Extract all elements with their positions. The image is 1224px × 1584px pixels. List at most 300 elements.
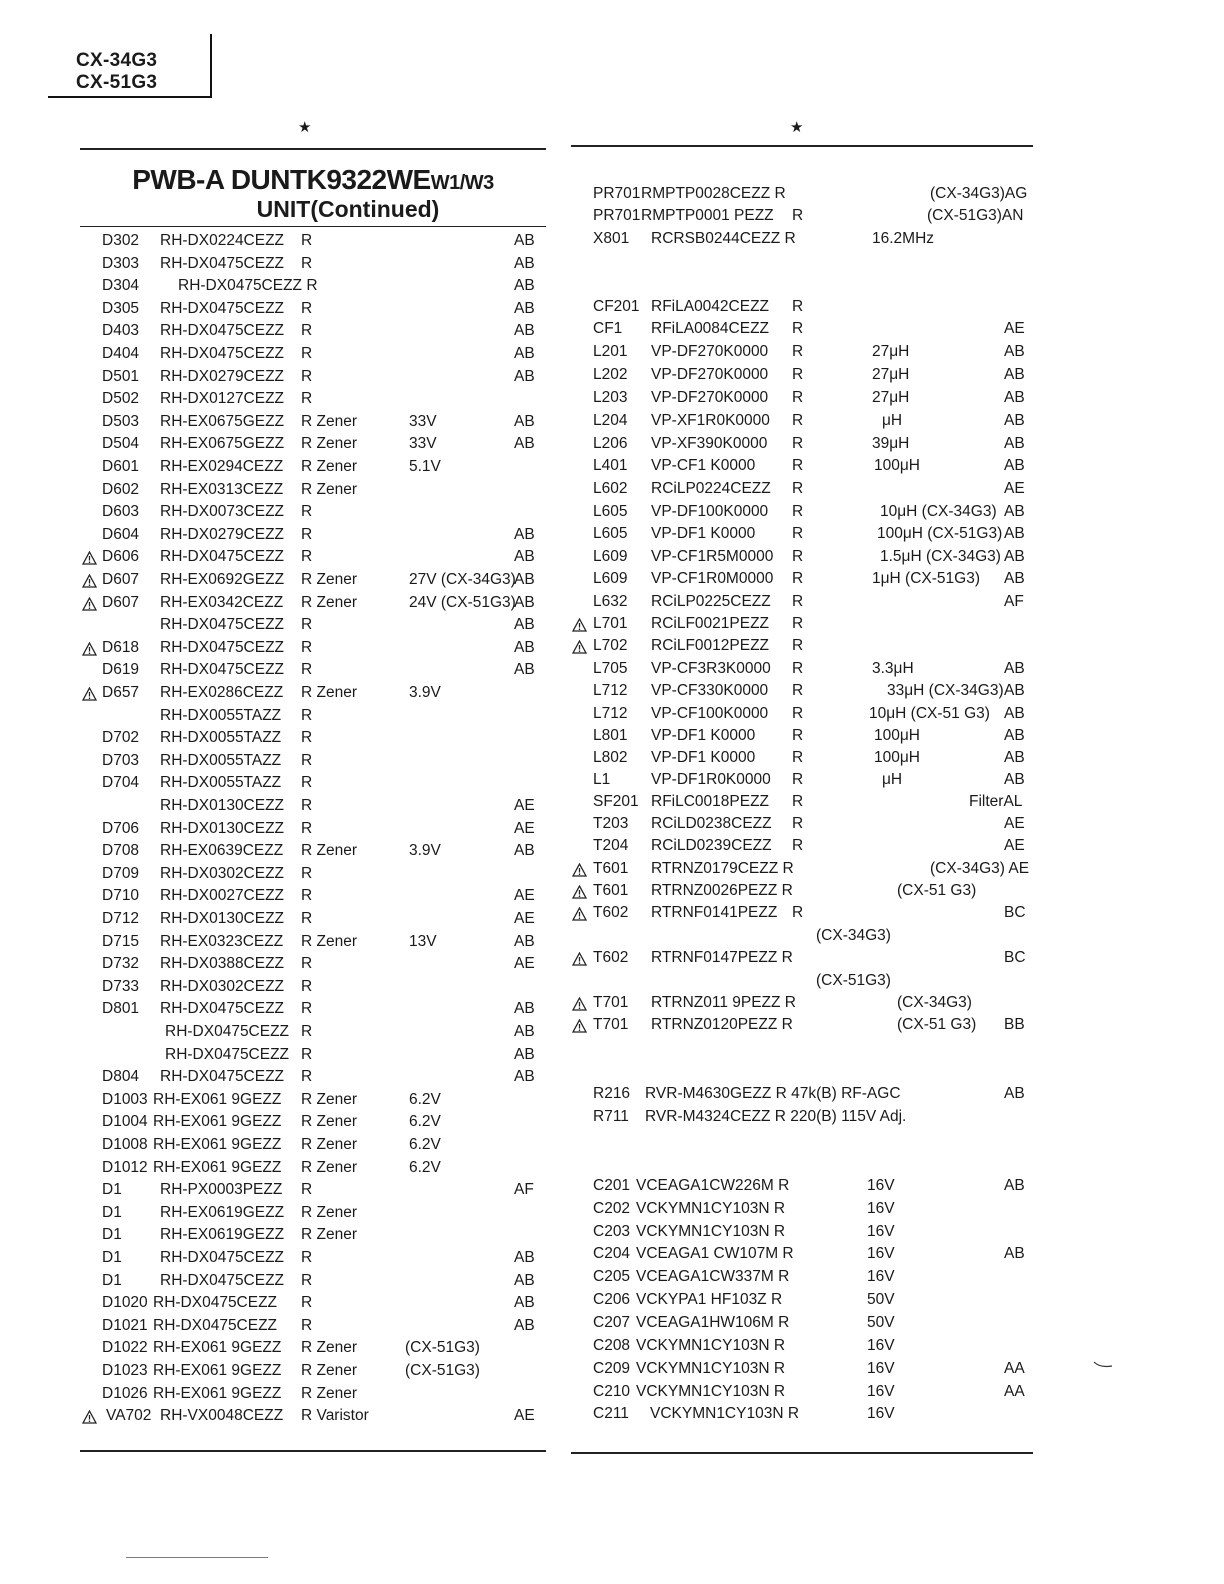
part-flag: R <box>792 343 804 360</box>
price-code: AB <box>1004 771 1025 788</box>
part-number: RCiLP0225CEZZ <box>651 593 771 610</box>
part-value: 6.2V <box>409 1113 441 1131</box>
part-flag: R <box>792 705 804 722</box>
part-number: RH-DX0475CEZZ <box>165 1045 290 1063</box>
part-ref: PR701 <box>593 185 641 202</box>
part-value: 3.3μH <box>872 660 914 677</box>
part-ref: L632 <box>593 593 628 610</box>
price-code: AB <box>514 435 535 453</box>
part-value: 16V <box>867 1360 895 1377</box>
part-number: VCKYMN1CY103N R <box>636 1383 786 1400</box>
part-number: RH-EX0323CEZZ <box>160 932 284 950</box>
part-flag: R Zener <box>301 842 357 860</box>
part-ref: T701 <box>593 1016 629 1033</box>
part-value: 27μH <box>872 389 910 406</box>
part-flag: R <box>301 729 313 747</box>
part-flag: R <box>792 457 804 474</box>
part-ref: L204 <box>593 412 628 429</box>
part-value: 16V <box>867 1383 895 1400</box>
part-number: RTRNZ0120PEZZ R <box>651 1016 793 1033</box>
part-ref: D732 <box>102 955 140 973</box>
part-ref: D607 <box>102 593 140 611</box>
part-ref: T602 <box>593 904 629 921</box>
part-ref: D1022 <box>102 1339 148 1357</box>
part-ref: D503 <box>102 412 140 430</box>
part-ref: L802 <box>593 749 628 766</box>
part-flag: R <box>301 1249 313 1266</box>
part-ref: L609 <box>593 570 628 587</box>
part-flag: R Zener <box>301 1090 357 1108</box>
part-ref: CF1 <box>593 320 623 337</box>
part-value: 39μH <box>872 435 910 452</box>
bottom-rule-right <box>571 1452 1033 1454</box>
part-flag: R <box>301 232 313 249</box>
price-code: AB <box>514 593 535 611</box>
price-code: AB <box>1004 503 1025 520</box>
price-code: BB <box>1004 1016 1025 1033</box>
part-number: RMPTP0028CEZZ R <box>641 185 786 202</box>
part-number: RVR-M4324CEZZ R 220(B) 115V Adj. <box>645 1108 907 1125</box>
part-number: RH-DX0027CEZZ <box>160 887 285 905</box>
footer-underline <box>126 1557 268 1558</box>
part-number: RFiLA0042CEZZ <box>651 298 770 315</box>
part-flag: R <box>301 322 313 340</box>
part-number: RH-DX0475CEZZ R <box>178 277 318 295</box>
part-flag: R <box>792 389 804 406</box>
part-flag: R <box>792 480 804 497</box>
part-flag: R <box>792 298 804 315</box>
part-flag: R <box>792 548 804 565</box>
part-ref: D606 <box>102 548 140 566</box>
part-ref: D1021 <box>102 1316 148 1334</box>
part-ref: D502 <box>102 390 140 408</box>
part-flag: R <box>301 1181 313 1199</box>
part-ref: R711 <box>593 1108 629 1125</box>
part-value: 33V <box>409 435 437 453</box>
price-code: AA <box>1004 1360 1025 1377</box>
part-number: VP-DF270K0000 <box>651 389 769 406</box>
part-ref: D702 <box>102 729 140 747</box>
part-value: 6.2V <box>409 1136 441 1153</box>
price-code: AB <box>514 412 535 430</box>
part-number: RH-DX0475CEZZ <box>153 1294 278 1312</box>
part-ref: T701 <box>593 994 629 1011</box>
part-number: RH-EX061 9GEZZ <box>153 1113 282 1131</box>
part-value: 3.9V <box>409 842 441 860</box>
part-value: 100μH <box>874 727 920 744</box>
price-code: AB <box>1004 1085 1025 1102</box>
price-code: AB <box>514 1294 535 1312</box>
model-name-2: CX-51G3 <box>76 72 158 93</box>
part-number: RH-DX0127CEZZ <box>160 390 285 408</box>
price-code: AE <box>514 887 535 905</box>
part-number: VCKYMN1CY103N R <box>636 1337 786 1354</box>
part-value: 16.2MHz <box>872 230 935 247</box>
part-flag: R <box>301 864 313 882</box>
part-number: VCKYMN1CY103N R <box>636 1200 786 1217</box>
part-ref: D1 <box>102 1181 122 1199</box>
part-flag: R <box>792 503 804 520</box>
warning-triangle-icon <box>572 885 587 902</box>
part-value: (CX-51G3) <box>816 972 891 989</box>
part-number: VP-CF1R5M0000 <box>651 548 774 565</box>
price-code: FilterAL <box>969 793 1023 810</box>
part-number: RH-EX061 9GEZZ <box>153 1384 282 1402</box>
part-flag: R <box>301 661 313 679</box>
part-flag: R <box>301 887 313 905</box>
part-flag: R Zener <box>301 1384 357 1402</box>
part-number: RH-DX0475CEZZ <box>160 638 285 656</box>
price-code: AE <box>1004 320 1025 337</box>
part-ref: L401 <box>593 457 628 474</box>
part-number: RH-DX0055TAZZ <box>160 706 282 724</box>
part-number: RTRNF0141PEZZ <box>651 904 778 921</box>
price-code: AB <box>514 571 535 588</box>
warning-triangle-icon <box>572 863 587 880</box>
part-ref: L712 <box>593 682 628 699</box>
part-number: RH-DX0475CEZZ <box>160 661 285 679</box>
part-value: 50V <box>867 1314 895 1331</box>
price-code: AE <box>1004 480 1025 497</box>
part-flag: R <box>792 815 804 832</box>
part-ref: T601 <box>593 882 629 899</box>
price-code: AB <box>514 1271 535 1289</box>
part-flag: R <box>301 977 313 995</box>
part-number: RVR-M4630GEZZ R 47k(B) RF-AGC <box>645 1085 901 1102</box>
part-value: 6.2V <box>409 1090 441 1108</box>
top-rule-right <box>571 145 1033 147</box>
part-flag: R <box>301 910 313 927</box>
part-number: VCKYMN1CY103N R <box>636 1360 786 1377</box>
part-number: RH-DX0302CEZZ <box>160 977 285 995</box>
section-title <box>80 164 546 196</box>
part-flag: R <box>792 435 804 452</box>
part-ref: D305 <box>102 299 140 317</box>
part-ref: D601 <box>102 458 140 475</box>
price-code: AB <box>1004 705 1025 722</box>
part-ref: C205 <box>593 1268 631 1285</box>
part-flag: R <box>792 637 804 654</box>
part-flag: R <box>301 390 313 408</box>
price-code: AE <box>514 797 535 814</box>
part-number: RH-EX0675GEZZ <box>160 435 285 453</box>
part-ref: L203 <box>593 389 628 406</box>
part-number: VCEAGA1HW106M R <box>636 1314 790 1331</box>
part-number: RH-EX0619GEZZ <box>160 1226 285 1244</box>
price-code: AB <box>1004 570 1025 587</box>
part-number: RH-EX061 9GEZZ <box>153 1090 282 1108</box>
part-number: RCiLD0238CEZZ <box>651 815 772 832</box>
part-ref: D302 <box>102 232 140 249</box>
part-value: 5.1V <box>409 458 441 475</box>
part-number: RH-DX0224CEZZ <box>160 232 285 249</box>
model-box-underline <box>48 96 212 98</box>
part-number: RH-DX0475CEZZ <box>160 1000 285 1018</box>
part-flag: R <box>301 503 313 521</box>
part-number: RCiLP0224CEZZ <box>651 480 771 497</box>
part-ref: D1004 <box>102 1113 148 1131</box>
part-ref: C208 <box>593 1337 631 1354</box>
part-number: RH-EX0342CEZZ <box>160 593 284 611</box>
part-ref: D1012 <box>102 1158 148 1176</box>
part-number: RH-DX0475CEZZ <box>153 1316 278 1334</box>
part-flag: R <box>301 299 313 317</box>
price-code: AB <box>514 1000 535 1018</box>
part-number: VP-CF1R0M0000 <box>651 570 774 587</box>
part-ref: D733 <box>102 977 140 995</box>
part-value: 27μH <box>872 343 910 360</box>
section-title-suffix: W1/W3 <box>430 172 494 194</box>
part-flag: R Zener <box>301 1226 357 1244</box>
part-number: RH-EX0675GEZZ <box>160 412 285 430</box>
price-code: AB <box>514 277 535 295</box>
price-code: AB <box>514 932 535 950</box>
part-value: (CX-51 G3) <box>897 882 977 899</box>
part-ref: D709 <box>102 864 140 882</box>
part-number: RH-DX0475CEZZ <box>160 616 285 634</box>
model-box-divider <box>210 34 212 98</box>
part-ref: D1023 <box>102 1362 148 1379</box>
part-number: RH-DX0475CEZZ <box>160 1249 285 1266</box>
price-code: AB <box>514 232 535 249</box>
part-number: RH-EX0619GEZZ <box>160 1203 285 1221</box>
part-number: RH-DX0279CEZZ <box>160 525 285 543</box>
part-number: RH-DX0475CEZZ <box>160 548 285 566</box>
part-flag: R <box>301 751 313 769</box>
warning-triangle-icon <box>572 618 587 635</box>
part-value: 13V <box>409 932 437 950</box>
part-flag: R <box>301 367 313 385</box>
part-ref: D704 <box>102 774 140 792</box>
part-flag: R <box>301 1023 313 1040</box>
price-code: AB <box>514 616 535 634</box>
part-value: 16V <box>867 1223 895 1240</box>
part-number: RH-EX061 9GEZZ <box>153 1136 282 1153</box>
price-code: AB <box>514 525 535 543</box>
part-flag: R <box>792 320 804 337</box>
part-number: RFiLA0084CEZZ <box>651 320 770 337</box>
part-ref: PR701 <box>593 207 641 224</box>
price-code: AB <box>1004 525 1025 542</box>
price-code: AB <box>514 367 535 385</box>
part-value: (CX-34G3) <box>816 927 891 944</box>
price-code: AB <box>514 1316 535 1334</box>
part-value: 16V <box>867 1268 895 1285</box>
part-flag: R <box>301 706 313 724</box>
price-code: AF <box>1004 593 1024 610</box>
part-value: 100μH <box>874 457 920 474</box>
part-ref: D657 <box>102 684 140 701</box>
part-number: RH-DX0130CEZZ <box>160 910 285 927</box>
part-number: VCEAGA1CW337M R <box>636 1268 790 1285</box>
part-ref: D604 <box>102 525 140 543</box>
price-code: AF <box>514 1181 534 1199</box>
part-number: VP-DF100K0000 <box>651 503 769 520</box>
part-flag: R Zener <box>301 684 357 701</box>
part-value: 27μH <box>872 366 910 383</box>
part-ref: C204 <box>593 1245 631 1262</box>
part-value: 100μH <box>874 749 920 766</box>
part-number: VP-CF100K0000 <box>651 705 769 722</box>
part-value: 33V <box>409 412 437 430</box>
part-number: VCEAGA1CW226M R <box>636 1177 790 1194</box>
part-ref: D403 <box>102 322 140 340</box>
part-flag: R Zener <box>301 593 357 611</box>
part-number: RCiLD0239CEZZ <box>651 837 772 854</box>
part-number: RH-DX0302CEZZ <box>160 864 285 882</box>
part-flag: R <box>301 1000 313 1018</box>
price-code: AB <box>1004 548 1025 565</box>
part-ref: C201 <box>593 1177 631 1194</box>
part-ref: D703 <box>102 751 140 769</box>
price-code: AB <box>514 548 535 566</box>
price-code: BC <box>1004 949 1026 966</box>
part-number: VP-CF330K0000 <box>651 682 769 699</box>
part-ref: VA702 <box>106 1407 152 1425</box>
price-code: AE <box>1004 815 1025 832</box>
part-number: RH-DX0475CEZZ <box>160 322 285 340</box>
part-number: VCKYPA1 HF103Z R <box>636 1291 783 1308</box>
warning-triangle-icon <box>82 574 97 591</box>
part-flag: R Zener <box>301 435 357 453</box>
warning-triangle-icon <box>572 952 587 969</box>
part-number: RCiLF0012PEZZ <box>651 637 770 654</box>
price-code: AB <box>1004 727 1025 744</box>
part-ref: C203 <box>593 1223 631 1240</box>
part-number: RH-DX0130CEZZ <box>160 819 285 837</box>
part-ref: D303 <box>102 254 140 272</box>
part-number: RH-VX0048CEZZ <box>160 1407 284 1425</box>
price-code: AE <box>514 819 535 837</box>
part-flag: R Zener <box>301 1158 357 1176</box>
part-number: RH-EX0639CEZZ <box>160 842 284 860</box>
part-flag: R <box>792 837 804 854</box>
part-flag: R Varistor <box>301 1407 369 1425</box>
star-marker-right: ★ <box>790 119 804 136</box>
price-code: AE <box>514 910 535 927</box>
price-code: BC <box>1004 904 1026 921</box>
part-number: RH-DX0130CEZZ <box>160 797 285 814</box>
part-ref: L602 <box>593 480 628 497</box>
part-ref: L801 <box>593 727 628 744</box>
part-value: 50V <box>867 1291 895 1308</box>
price-code: AB <box>1004 435 1025 452</box>
part-ref: D501 <box>102 367 140 385</box>
part-value: (CX-34G3) <box>897 994 972 1011</box>
part-flag: R Zener <box>301 1339 357 1357</box>
part-ref: L705 <box>593 660 628 677</box>
part-ref: D603 <box>102 503 140 521</box>
warning-triangle-icon <box>572 907 587 924</box>
part-ref: D804 <box>102 1068 140 1086</box>
part-flag: R <box>792 793 804 810</box>
part-value: 16V <box>867 1405 895 1422</box>
price-code: AB <box>514 345 535 362</box>
warning-triangle-icon <box>572 1019 587 1036</box>
warning-triangle-icon <box>82 551 97 568</box>
part-number: VP-DF1 K0000 <box>651 727 756 744</box>
part-number: RH-EX0692GEZZ <box>160 571 285 588</box>
part-ref: D404 <box>102 345 140 362</box>
price-code: AB <box>514 842 535 860</box>
price-code: AB <box>514 661 535 679</box>
part-value: 1.5μH (CX-34G3) <box>880 548 1001 565</box>
part-number: RH-EX061 9GEZZ <box>153 1158 282 1176</box>
part-number: VP-DF1 K0000 <box>651 749 756 766</box>
part-number: RH-DX0073CEZZ <box>160 503 285 521</box>
model-box <box>48 34 212 98</box>
part-ref: L605 <box>593 525 628 542</box>
part-ref: C210 <box>593 1383 631 1400</box>
part-flag: R <box>301 254 313 272</box>
part-flag: R Zener <box>301 480 357 498</box>
part-number: RFiLC0018PEZZ <box>651 793 770 810</box>
part-flag: R <box>792 207 804 224</box>
price-code: (CX-34G3) AE <box>930 860 1030 877</box>
part-flag: R <box>792 727 804 744</box>
part-ref: D801 <box>102 1000 140 1018</box>
part-flag: R <box>301 774 313 792</box>
part-number: RH-DX0055TAZZ <box>160 774 282 792</box>
part-value: 10μH (CX-34G3) <box>880 503 997 520</box>
part-ref: D1 <box>102 1249 122 1266</box>
part-flag: R <box>301 797 313 814</box>
part-number: RH-DX0475CEZZ <box>165 1023 290 1040</box>
star-marker-left: ★ <box>298 119 312 136</box>
part-value: 16V <box>867 1337 895 1354</box>
part-flag: R <box>792 749 804 766</box>
part-ref: D710 <box>102 887 140 905</box>
part-number: RCRSB0244CEZZ R <box>651 230 796 247</box>
part-ref: C202 <box>593 1200 631 1217</box>
price-code: AB <box>1004 1245 1025 1262</box>
top-rule-left <box>80 148 546 150</box>
part-ref: D602 <box>102 480 140 498</box>
part-number: RTRNZ011 9PEZZ R <box>651 994 796 1011</box>
part-flag: R Zener <box>301 1113 357 1131</box>
part-number: RH-DX0055TAZZ <box>160 751 282 769</box>
part-ref: L702 <box>593 637 628 654</box>
stray-mark-icon <box>1092 1360 1114 1370</box>
part-value: (CX-51G3) <box>405 1362 480 1379</box>
price-code: AB <box>514 1023 535 1040</box>
part-value: 33μH (CX-34G3) <box>887 682 1004 699</box>
part-flag: R <box>792 682 804 699</box>
part-ref: T204 <box>593 837 629 854</box>
part-ref: CF201 <box>593 298 640 315</box>
price-code: AA <box>1004 1383 1025 1400</box>
part-flag: R <box>301 548 313 566</box>
part-ref: L609 <box>593 548 628 565</box>
part-flag: R Zener <box>301 1136 357 1153</box>
part-value: (CX-51G3) <box>405 1339 480 1357</box>
part-number: RH-DX0279CEZZ <box>160 367 285 385</box>
part-ref: L206 <box>593 435 628 452</box>
part-number: RH-DX0475CEZZ <box>160 299 285 317</box>
part-ref: D304 <box>102 277 140 295</box>
warning-triangle-icon <box>82 687 97 704</box>
part-ref: L201 <box>593 343 628 360</box>
part-value: 16V <box>867 1177 895 1194</box>
part-flag: R <box>301 1316 313 1334</box>
part-number: RH-EX0286CEZZ <box>160 684 284 701</box>
warning-triangle-icon <box>82 597 97 614</box>
price-code: AE <box>514 955 535 973</box>
part-flag: R <box>301 955 313 973</box>
part-flag: R <box>792 904 804 921</box>
part-number: VCEAGA1 CW107M R <box>636 1245 794 1262</box>
price-code: AB <box>1004 343 1025 360</box>
